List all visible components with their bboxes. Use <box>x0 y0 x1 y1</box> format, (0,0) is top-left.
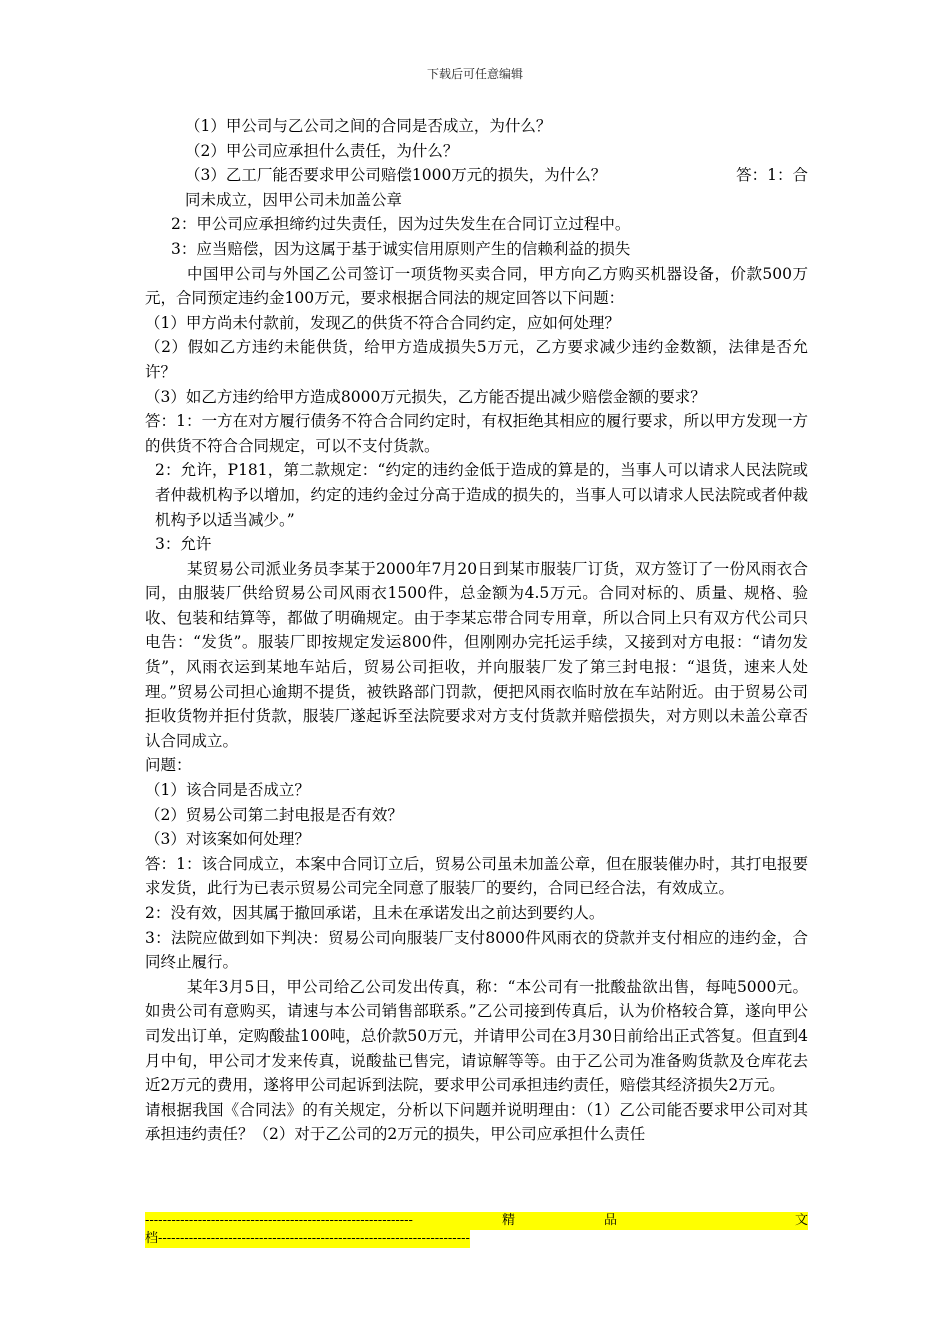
paragraph: 问题： <box>145 756 192 775</box>
footer-dashes: ------------------------------------------------------------- <box>145 1213 413 1228</box>
footer-line-1 <box>145 1212 808 1230</box>
paragraph: （2）贸易公司第二封电报是否有效？ <box>145 805 403 824</box>
paragraph-tail: 答：1：合 <box>736 166 808 185</box>
paragraph: 中国甲公司与外国乙公司签订一项货物买卖合同，甲方向乙方购买机器设备，价款500万元，合同预定违约金100万元，要求根据合同法的规定回答以下问题： <box>145 264 808 308</box>
paragraph: 某贸易公司派业务员李某于2000年7月20日到某市服装厂订货，双方签订了一份风雨衣合同，由服装厂供给贸易公司风雨衣1500件，总金额为4.5万元。合同对标的、质量、规格、验收、包装和结算等，都做了明确规定。由于李某忘带合同专用章，所以合同上只有双方代公司只电告：“发货”。服装厂即按规定发运800件，但刚刚办完托运手续，又接到对方电报：“请勿发货”，风雨衣运到某地车站后，贸易公司拒收，并向服装厂发了第三封电报：“退货，速来人处理。”贸易公司担心逾期不提货，被铁路部门罚款，便把风雨衣临时放在车站附近。由于贸易公司拒收货物并拒付货款，服装厂遂起诉至法院要求对方支付货款并赔偿损失，对方则以未盖公章否认合同成立。 <box>145 559 808 750</box>
paragraph: （2）甲公司应承担什么责任，为什么？ <box>185 141 459 160</box>
paragraph: 3：应当赔偿，因为这属于基于诚实信用原则产生的信赖利益的损失 <box>171 239 631 258</box>
footer-word-1: 精 <box>501 1213 515 1228</box>
paragraph: 答：1：该合同成立，本案中合同订立后，贸易公司虽未加盖公章，但在服装催办时，其打电报要求发货，此行为已表示贸易公司完全同意了服装厂的要约，合同已经合法，有效成立。 <box>145 854 808 898</box>
paragraph: 同未成立，因甲公司未加盖公章 <box>185 190 403 209</box>
paragraph: 3：允许 <box>155 535 212 554</box>
paragraph: 2：没有效，因其属于撤回承诺，且未在承诺发出之前达到要约人。 <box>145 904 605 922</box>
paragraph-text: （3）乙工厂能否要求甲公司赔偿1000万元的损失，为什么？ <box>185 166 607 185</box>
paragraph: （2）假如乙方违约未能供货，给甲方造成损失5万元，乙方要求减少违约金数额，法律是否允许？ <box>145 338 808 381</box>
paragraph: （3）对该案如何处理？ <box>145 830 310 849</box>
paragraph: 2：允许，P181，第二款规定：“约定的违约金低于造成的算是的，当事人可以请求人民法院或者仲裁机构予以增加，约定的违约金过分高于造成的损失的，当事人可以请求人民法院或者仲裁机构予以适当减少。” <box>155 461 808 529</box>
page-footer <box>145 1212 808 1248</box>
footer-line-2: 档----------------------------------------------------------------------- <box>145 1231 470 1246</box>
paragraph: 答：1：一方在对方履行债务不符合合同约定时，有权拒绝其相应的履行要求，所以甲方发现一方的供货不符合合同规定，可以不支付货款。 <box>145 412 808 455</box>
paragraph: 3：法院应做到如下判决：贸易公司向服装厂支付8000件风雨衣的贷款并支付相应的违约金，合同终止履行。 <box>145 928 808 972</box>
footer-word-4: 文 <box>794 1213 808 1228</box>
footer-word-2: 品 <box>603 1213 617 1228</box>
paragraph: 请根据我国《合同法》的有关规定，分析以下问题并说明理由：（1）乙公司能否要求甲公司对其承担违约责任？（2）对于乙公司的2万元的损失，甲公司应承担什么责任 <box>145 1100 808 1144</box>
paragraph: （1）甲公司与乙公司之间的合同是否成立，为什么？ <box>185 117 552 135</box>
paragraph: （1）甲方尚未付款前，发现乙的供货不符合合同约定，应如何处理？ <box>145 313 620 332</box>
paragraph <box>145 163 808 188</box>
paragraph: （3）如乙方违约给甲方造成8000万元损失，乙方能否提出减少赔偿金额的要求？ <box>145 387 706 406</box>
paragraph: 某年3月5日，甲公司给乙公司发出传真，称：“本公司有一批酸盐欲出售，每吨5000元。如贵公司有意购买，请速与本公司销售部联系。”乙公司接到传真后，认为价格较合算，遂向甲公司发出订单，定购酸盐100吨，总价款50万元，并请甲公司在3月30日前给出正式答复。但直到4月中旬，甲公司才发来传真，说酸盐已售完，请谅解等等。由于乙公司为准备购货款及仓库花去近2万元的费用，遂将甲公司起诉到法院，要求甲公司承担违约责任，赔偿其经济损失2万元。 <box>145 977 808 1095</box>
page-header: 下载后可任意编辑 <box>426 67 523 81</box>
paragraph: 2：甲公司应承担缔约过失责任，因为过失发生在合同订立过程中。 <box>171 215 631 234</box>
document-body <box>145 114 808 1147</box>
paragraph: （1）该合同是否成立？ <box>145 781 310 800</box>
